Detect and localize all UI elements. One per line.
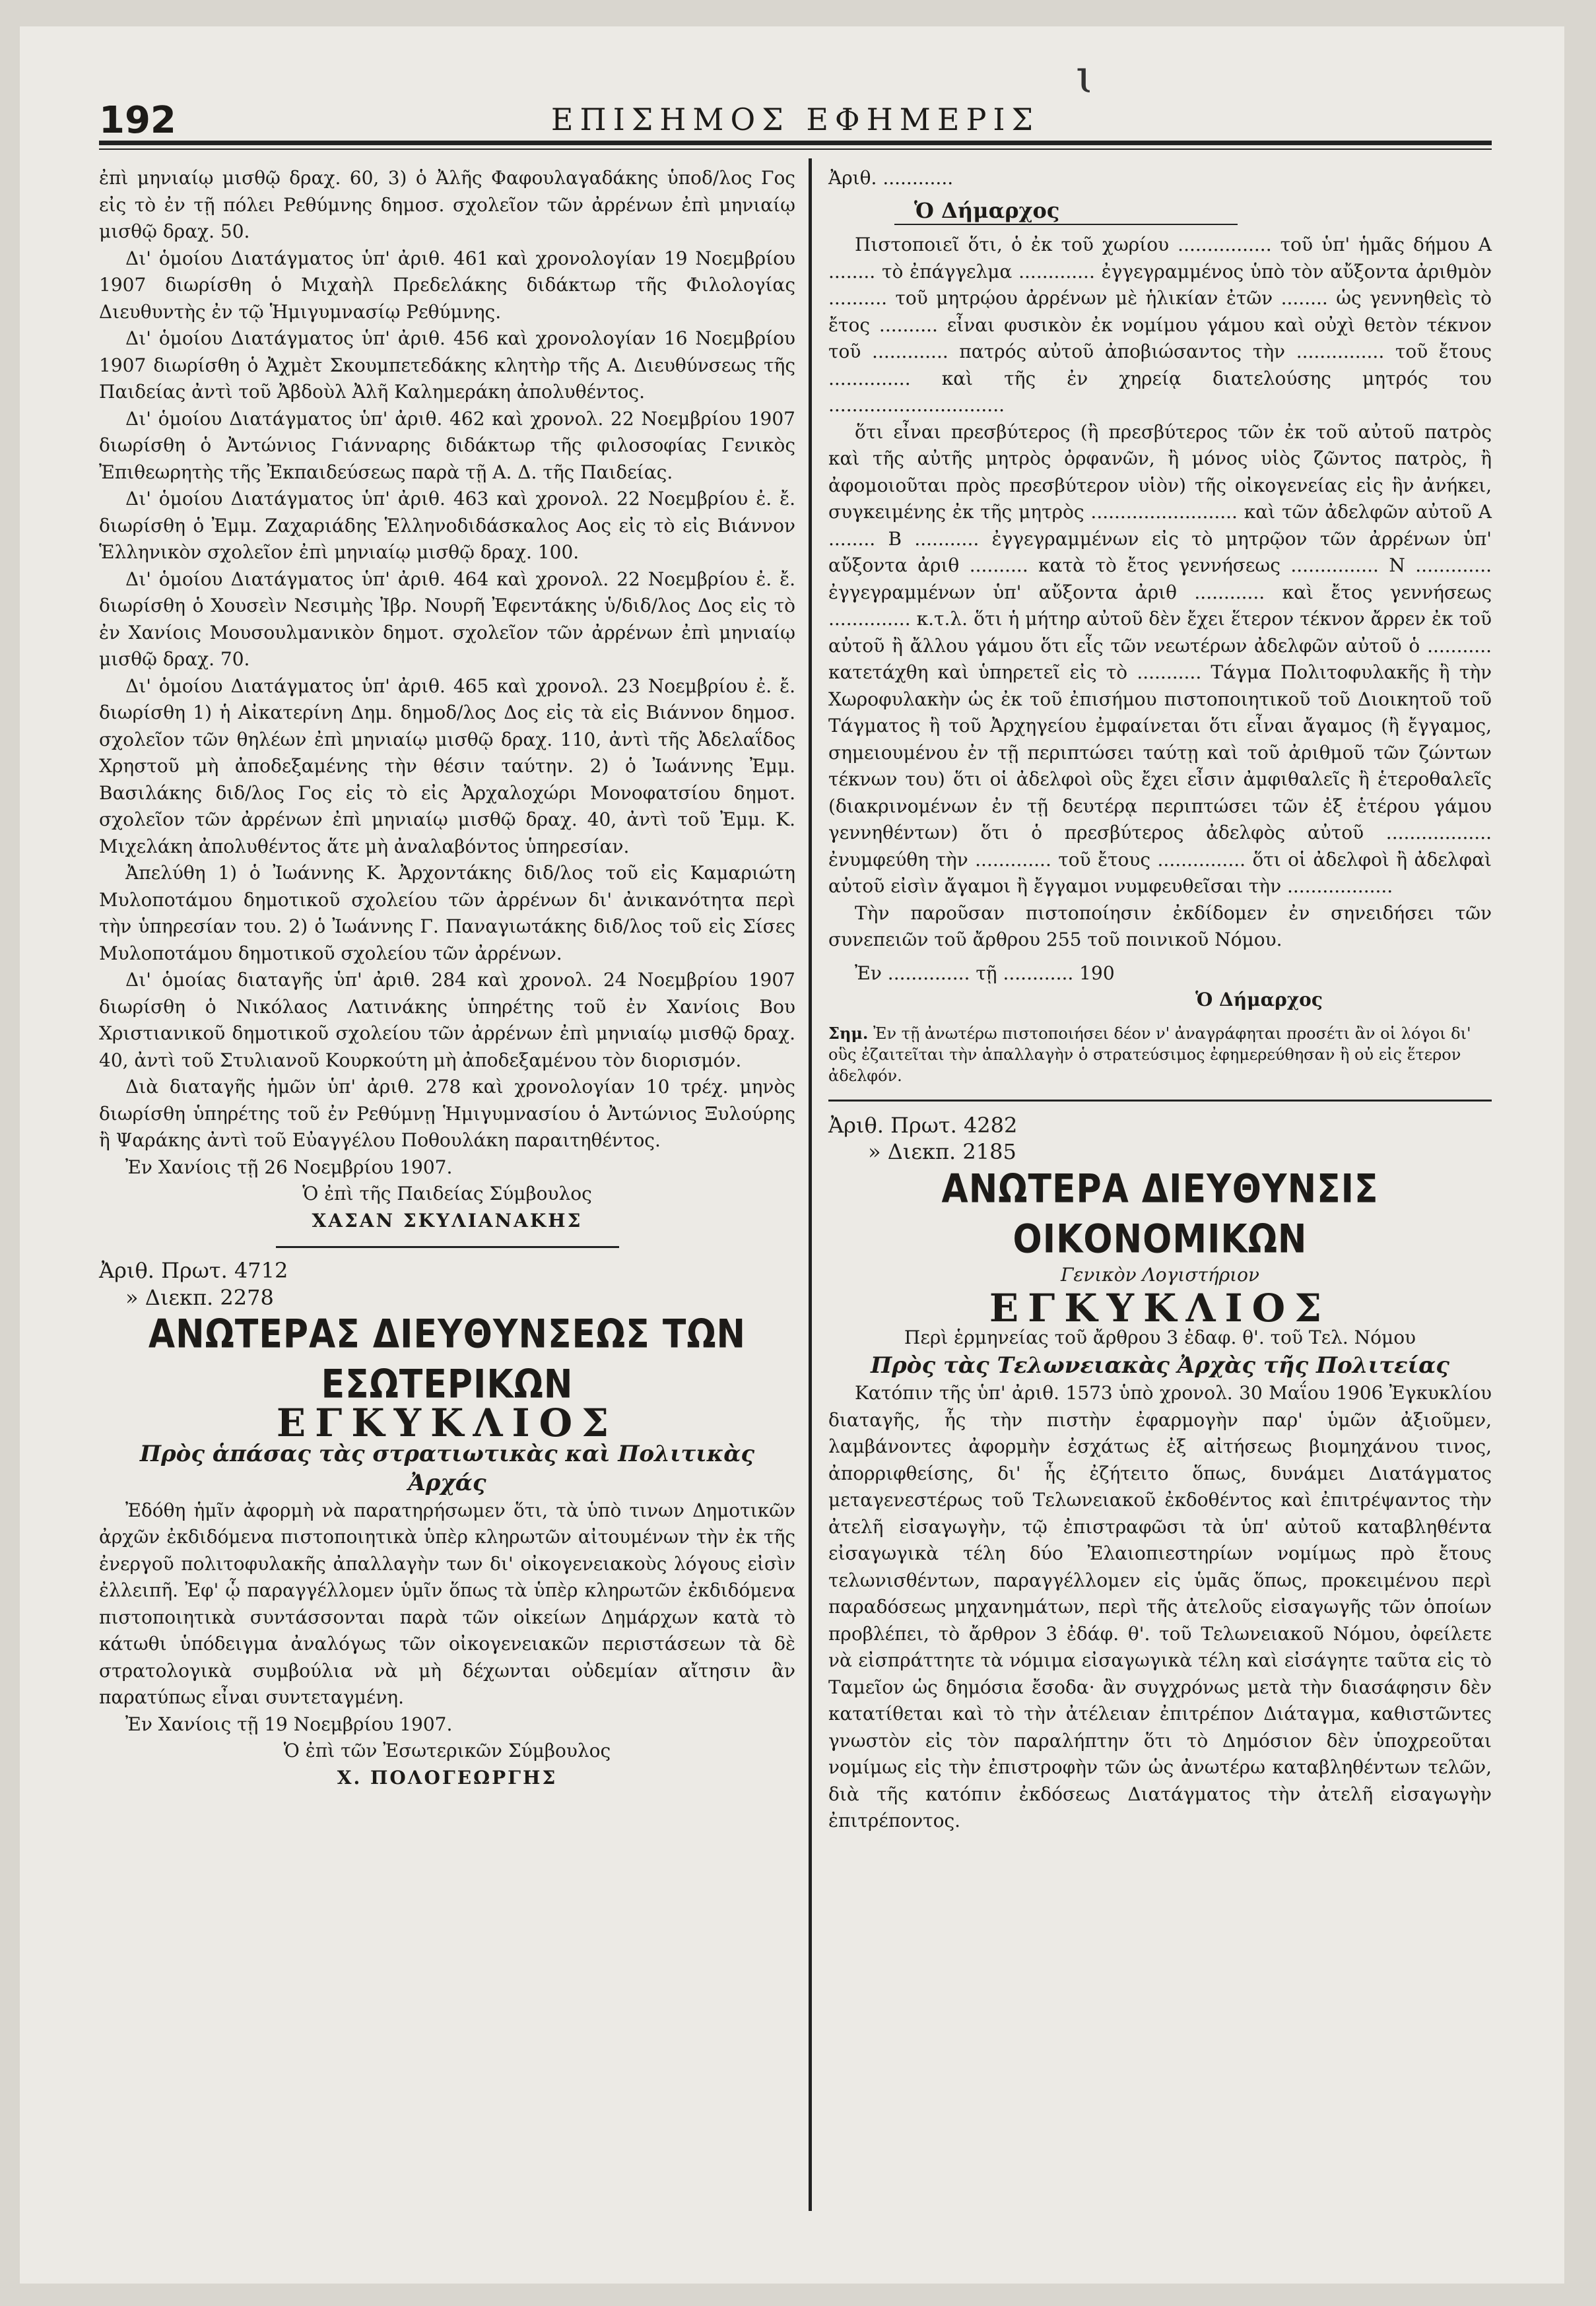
decree-paragraph: Δι' ὁμοίου Διατάγματος ὑπ' ἀριθ. 462 καὶ χρονολ. 22 Νοεμβρίου 1907 διωρίσθη ὁ Ἀντώνιος Γιάνναρης διδάκτωρ τῆς φιλοσοφίας Γενικὸς Ἐπιθεωρητὴς τῆς Ἐκπαιδεύσεως παρὰ τῇ Α. Δ. τῆς Παιδείας. [99,407,795,483]
decree-paragraph: Δι' ὁμοίου Διατάγματος ὑπ' ἀριθ. 456 καὶ χρονολογίαν 16 Νοεμβρίου 1907 διωρίσθη ὁ Ἀχμὲτ Σκουμπετεδάκης κλητὴρ τῆς Α. Διευθύνσεως τῆς Παιδείας ἀντὶ τοῦ Ἀβδοὺλ Ἀλῆ Καλημεράκη ἀπολυθέντος. [99,327,795,403]
dateline: Ἐν Χανίοις τῇ 19 Νοεμβρίου 1907. [125,1713,453,1735]
circular-heading: ΑΝΩΤΕΡΑ ΔΙΕΥΘΥΝΣΙΣ ΟΙΚΟΝΟΜΙΚΩΝ [941,1166,1379,1262]
page-number: 192 [99,99,176,142]
form-dateline: Ἐν .............. τῇ ............ 190 [855,962,1115,984]
form-signer: Ὁ Δήμαρχος [1195,989,1323,1010]
circular-type: ΕΓΚΥΚΛΙΟΣ [276,1400,618,1445]
form-title-rule [894,224,1238,225]
decree-paragraph: Δι' ὁμοίου Διατάγματος ὑπ' ἀριθ. 461 καὶ χρονολογίαν 19 Νοεμβρίου 1907 διωρίσθη ὁ Μιχαὴλ Πρεδελάκης διδάκτωρ τῆς Φιλολογίας Διευθυντὴς ἐν τῷ Ἡμιγυμνασίῳ Ρεθύμνης. [99,247,795,323]
circular-body: Ἐδόθη ἡμῖν ἀφορμὴ νὰ παρατηρήσωμεν ὅτι, τὰ ὑπὸ τινων Δημοτικῶν ἀρχῶν ἐκδιδόμενα πιστοποιητικὰ ὑπὲρ κληρωτῶν αἰτουμένων τὴν ἐκ τῆς ἐνεργοῦ πολιτοφυλακῆς ἀπαλλαγὴν των δι' οἰκογενειακοὺς λόγους εἰσὶν ἐλλειπῆ. Ἐφ' ᾧ παραγγέλλομεν ὑμῖν ὅπως τὰ ὑπὲρ κληρωτῶν ἐκδιδόμενα πιστοποιητικὰ συντάσσονται παρὰ τῶν οἰκείων Δημάρχων κατὰ τὸ κάτωθι ὑπόδειγμα ἀναλόγως τῶν οἰκογενειακῶν περιστάσεων τὰ δὲ στρατολογικὰ συμβούλια νὰ μὴ δέχωνται οὐδεμίαν αἴτησιν ἂν παρατύπως εἶναι συντεταγμένη. [99,1499,795,1708]
circular-heading: ΑΝΩΤΕΡΑΣ ΔΙΕΥΘΥΝΣΕΩΣ ΤΩΝ ΕΣΩΤΕΡΙΚΩΝ [148,1311,747,1408]
note-text: Ἐν τῇ ἀνωτέρω πιστοποιήσει δέον ν' ἀναγράφηται προσέτι ἂν οἱ λόγοι δι' οὓς ἐζαιτεῖται τὴν ἀπαλλαγὴν ὁ στρατεύσιμος ἐφημερεύθησαν ἢ οὐ εἰς ἕτερον ἀδελφόν. [828,1024,1471,1085]
form-note [828,1023,1492,1086]
right-column [828,165,1492,1835]
header-rule [99,141,1492,145]
form-paragraph: Πιστοποιεῖ ὅτι, ὁ ἐκ τοῦ χωρίου ................ τοῦ ὑπ' ἡμᾶς δήμου Α ........ τὸ ἐπάγγελμα ............. ἐγγεγραμμένος ὑπὸ τὸν αὔξοντα ἀριθμὸν .......... τοῦ μητρῴου ἀρρένων μὲ ἡλικίαν ἐτῶν ........ ὡς γεννηθεὶς τὸ ἔτος .......... εἶναι φυσικὸν ἐκ νομίμου γάμου καὶ οὐχὶ θετὸν τέκνον τοῦ ............. πατρός αὐτοῦ ἀποβιώσαντος τὴν ............... τοῦ ἔτους .............. καὶ τῆς ἐν χηρείᾳ διατελούσης μητρός του .............................. [828,234,1492,416]
separator-rule [828,1100,1492,1102]
header-rule-thin [99,148,1492,150]
dateline: Ἐν Χανίοις τῇ 26 Νοεμβρίου 1907. [125,1156,453,1178]
decree-paragraph: Δι' ὁμοίου Διατάγματος ὑπ' ἀριθ. 465 καὶ χρονολ. 23 Νοεμβρίου ἐ. ἔ. διωρίσθη 1) ἡ Αἰκατερίνη Δημ. δημοδ/λος Δος εἰς τὰ εἰς Βιάννον δημοσ. σχολεῖον τῶν θηλέων ἐπὶ μηνιαίῳ μισθῷ δραχ. 110, ἀντὶ τῆς Ἀδελαΐδος Χρηστοῦ μὴ ἀποδεξαμένης τὴν θέσιν ταύτην. 2) ὁ Ἰωάννης Ἐμμ. Βασιλάκης διδ/λος Γος εἰς τὸ εἰς Ἀρχαλοχώρι Μονοφατσίου δημοτ. σχολεῖον τῶν ἀρρένων ἐπὶ μηνιαίῳ μισθῷ δραχ. 40, ἀντὶ τοῦ Ἐμμ. Κ. Μιχελάκη ἀπολυθέντος ἅτε μὴ ἀναλαβόντος ὑπηρεσίαν. [99,675,795,857]
circular-body: Κατόπιν τῆς ὑπ' ἀριθ. 1573 ὑπὸ χρονολ. 30 Μαΐου 1906 Ἐγκυκλίου διαταγῆς, ἧς τὴν πιστὴν ἐφαρμογὴν παρ' ὑμῶν ἀξιοῦμεν, λαμβάνοντες ἀφορμὴν ἐσχάτως ἐξ αἰτήσεως βιομηχάνου τινος, ἀπορριφθείσης, δι' ἧς ἐζήτειτο ὅπως, δυνάμει Διατάγματος μεταγενεστέρως τοῦ Τελωνειακοῦ ἐκδοθέντος καὶ ἐπιτρέψαντος τὴν ἀτελῆ εἰσαγωγὴν, τῷ ἐπιστραφῶσι τὰ ὑπ' αὐτοῦ καταβληθέντα εἰσαγωγικὰ τέλη δύο Ἐλαιοπιεστηρίων νομίμως πρὸ ἔτους τελωνισθέντων, παραγγέλλομεν εἰς ὑμᾶς ὅπως, προκειμένου περὶ παραδόσεως μηχανημάτων, περὶ τῆς ἀτελοῦς εἰσαγωγῆς τῶν ὁποίων προβλέπει, τὸ ἄρθρον 3 ἐδάφ. θ'. τοῦ Τελωνειακοῦ Νόμου, ὀφείλετε νὰ εἰσπράττητε τὰ νόμιμα εἰσαγωγικὰ τέλη καὶ εἰσάγητε ταῦτα εἰς τὸ Ταμεῖον ὡς δημόσια ἔσοδα· ἂν συγχρόνως μετὰ τὴν διασάφησιν δὲν κατατίθεται καὶ τὸ τὴν ἀτέλειαν ἐπιτρέπον Διάταγμα, καθιστῶντες γνωστὸν εἰς τὸν παραλήπτην ὅτι τὸ Δημόσιον δὲν ὑποχρεοῦται νομίμως εἰς τὴν ἐπιστροφὴν τῶν ὡς ἀνωτέρω καταβληθέντων τελῶν, διὰ τῆς κατόπιν ἐκδόσεως Διατάγματος τὴν ἀτελῆ εἰσαγωγὴν ἐπιτρέποντος. [828,1382,1492,1831]
circular-type: ΕΓΚΥΚΛΙΟΣ [989,1286,1331,1331]
circular-department: Γενικὸν Λογιστήριον [1060,1263,1260,1286]
note-label: Σημ. [828,1023,869,1043]
form-paragraph: Τὴν παροῦσαν πιστοποίησιν ἐκδίδομεν ἐν σηνειδήσει τῶν συνεπειῶν τοῦ ἄρθρου 255 τοῦ ποινικοῦ Νόμου. [828,902,1492,950]
circular-subject: Περὶ ἑρμηνείας τοῦ ἄρθρου 3 ἐδαφ. θ'. τοῦ Τελ. Νόμου [904,1326,1416,1348]
journal-title: ΕΠΙΣΗΜΟΣ ΕΦΗΜΕΡΙΣ [550,102,1040,137]
column-divider [809,158,812,2211]
ink-mark: ɩ [1076,49,1094,104]
form-title: Ὁ Δήμαρχος [914,197,1060,223]
signer-name: ΧΑΣΑΝ ΣΚΥΛΙΑΝΑΚΗΣ [312,1209,583,1232]
decree-paragraph: Διὰ διαταγῆς ἡμῶν ὑπ' ἀριθ. 278 καὶ χρονολογίαν 10 τρέχ. μηνὸς διωρίσθη ὑπηρέτης τοῦ ἐν Ρεθύμνῃ Ἡμιγυμνασίου ὁ Ἀντώνιος Ξυλούρης ἢ Ψαράκης ἀντὶ τοῦ Εὐαγγέλου Ποθουλάκη παραιτηθέντος. [99,1076,795,1151]
form-number: Ἀριθ. ............ [828,167,954,189]
decree-paragraph: Δι' ὁμοίου Διατάγματος ὑπ' ἀριθ. 463 καὶ χρονολ. 22 Νοεμβρίου ἐ. ἔ. διωρίσθη ὁ Ἐμμ. Ζαχαριάδης Ἑλληνοδιδάσκαλος Αος εἰς τὸ εἰς Βιάννον Ἑλληνικὸν σχολεῖον ἐπὶ μηνιαίῳ μισθῷ δραχ. 100. [99,488,795,563]
protocol-number: Ἀριθ. Πρωτ. 4712 [99,1258,288,1283]
circular-addressee: Πρὸς τὰς Τελωνειακὰς Ἀρχὰς τῆς Πολιτείας [871,1352,1449,1379]
decree-paragraph: ἐπὶ μηνιαίῳ μισθῷ δραχ. 60, 3) ὁ Ἀλῆς Φαφουλαγαδάκης ὑποδ/λος Γος εἰς τὸ ἐν τῇ πόλει Ρεθύμνης δημοσ. σχολεῖον τῶν ἀρρένων ἐπὶ μηνιαίῳ μισθῷ δραχ. 50. [99,167,795,242]
decree-paragraph: Ἀπελύθη 1) ὁ Ἰωάννης Κ. Ἀρχοντάκης διδ/λος τοῦ εἰς Καμαριώτη Μυλοποτάμου δημοτικοῦ σχολείου τῶν ἀρρένων δι' ἀνικανότητα περὶ τὴν ὑπηρεσίαν του. 2) ὁ Ἰωάννης Γ. Παναγιωτάκης διδ/λος τοῦ εἰς Σίσες Μυλοποτάμου δημοτικοῦ σχολείου τῶν ἀρρένων. [99,862,795,964]
signer-title: Ὁ ἐπὶ τῶν Ἐσωτερικῶν Σύμβουλος [283,1740,611,1762]
separator-rule [276,1246,619,1248]
dispatch-number: » Διεκπ. 2278 [125,1284,274,1310]
decree-paragraph: Δι' ὁμοίου Διατάγματος ὑπ' ἀριθ. 464 καὶ χρονολ. 22 Νοεμβρίου ἐ. ἔ. διωρίσθη ὁ Χουσεὶν Νεσιμὴς Ἰβρ. Νουρῆ Ἐφεντάκης ὑ/διδ/λος Δος εἰς τὸ ἐν Χανίοις Μουσουλμανικὸν δημοτ. σχολεῖον τῶν ἀρρένων ἐπὶ μηνιαίῳ μισθῷ δραχ. 70. [99,568,795,670]
left-column [99,165,795,1791]
decree-paragraph: Δι' ὁμοίας διαταγῆς ὑπ' ἀριθ. 284 καὶ χρονολ. 24 Νοεμβρίου 1907 διωρίσθη ὁ Νικόλαος Λατινάκης ὑπηρέτης τοῦ ἐν Χανίοις Βου Χριστιανικοῦ δημοτικοῦ σχολείου τῶν ἀρρένων ἐπὶ μηνιαίῳ μισθῷ δραχ. 40, ἀντὶ τοῦ Στυλιανοῦ Κουρκούτη μὴ ἀποδεξαμένου τὸν διορισμόν. [99,969,795,1071]
page-header [99,99,1492,142]
dispatch-number: » Διεκπ. 2185 [868,1139,1016,1164]
protocol-number: Ἀριθ. Πρωτ. 4282 [828,1112,1018,1138]
signer-name: Χ. ΠΟΛΟΓΕΩΡΓΗΣ [337,1766,558,1789]
form-paragraph: ὅτι εἶναι πρεσβύτερος (ἢ πρεσβύτερος τῶν ἐκ τοῦ αὐτοῦ πατρὸς καὶ τῆς αὐτῆς μητρὸς ὀρφανῶν, ἢ μόνος υἱὸς ζῶντος πατρὸς, ἢ ἀφομοιοῦται πρὸς πρεσβύτερον υἱὸν) τῆς οἰκογενείας εἰς ἣν ἀνήκει, συγκειμένης ἐκ τῆς μητρὸς ......................... καὶ τῶν ἀδελφῶν αὐτοῦ Α ........ Β ........... ἐγγεγραμμένων εἰς τὸ μητρῷον τῶν ἀρρένων ὑπ' αὔξοντα ἀριθ .......... κατὰ τὸ ἔτος γεννήσεως ............... Ν ............. ἐγγεγραμμένων ὑπ' αὔξοντα ἀριθ ............ καὶ ἔτος γεννήσεως .............. κ.τ.λ. ὅτι ἡ μήτηρ αὐτοῦ δὲν ἔχει ἕτερον τέκνον ἄρρεν ἐκ τοῦ αὐτοῦ ἢ ἄλλου γάμου ὅτι εἷς τῶν νεωτέρων ἀδελφῶν αὐτοῦ ὁ ........... κατετάχθη καὶ ὑπηρετεῖ εἰς τὸ ........... Τάγμα Πολιτοφυλακῆς ἢ τὴν Χωροφυλακὴν ὡς ἐκ τοῦ ἐπισήμου πιστοποιητικοῦ τοῦ Διοικητοῦ τοῦ Τάγματος ἢ τοῦ Ἀρχηγείου ἐμφαίνεται ὅτι εἶναι ἄγαμος (ἢ ἔγγαμος, σημειουμένου ἐν τῇ περιπτώσει ταύτῃ καὶ τοῦ ἀριθμοῦ τῶν ζώντων τέκνων του) ὅτι οἱ ἀδελφοὶ οὓς ἔχει εἶσιν ἀμφιθαλεῖς ἢ ἑτεροθαλεῖς (διακρινομένων ἐν τῇ δευτέρᾳ περιπτώσει τῶν ἐξ ἑτέρου γάμου γεννηθέντων) ὅτι ὁ πρεσβύτερος ἀδελφὸς αὐτοῦ .................. ἐνυμφεύθη τὴν ............. τοῦ ἔτους ............... ὅτι οἱ ἀδελφοὶ ἢ ἀδελφαὶ αὐτοῦ εἰσὶν ἄγαμοι ἢ ἔγγαμοι νυμφευθεῖσαι τὴν .................. [828,420,1492,897]
signer-title: Ὁ ἐπὶ τῆς Παιδείας Σύμβουλος [302,1183,592,1204]
circular-addressee: Πρὸς ἁπάσας τὰς στρατιωτικὰς καὶ Πολιτικὰς Ἀρχάς [139,1440,755,1496]
